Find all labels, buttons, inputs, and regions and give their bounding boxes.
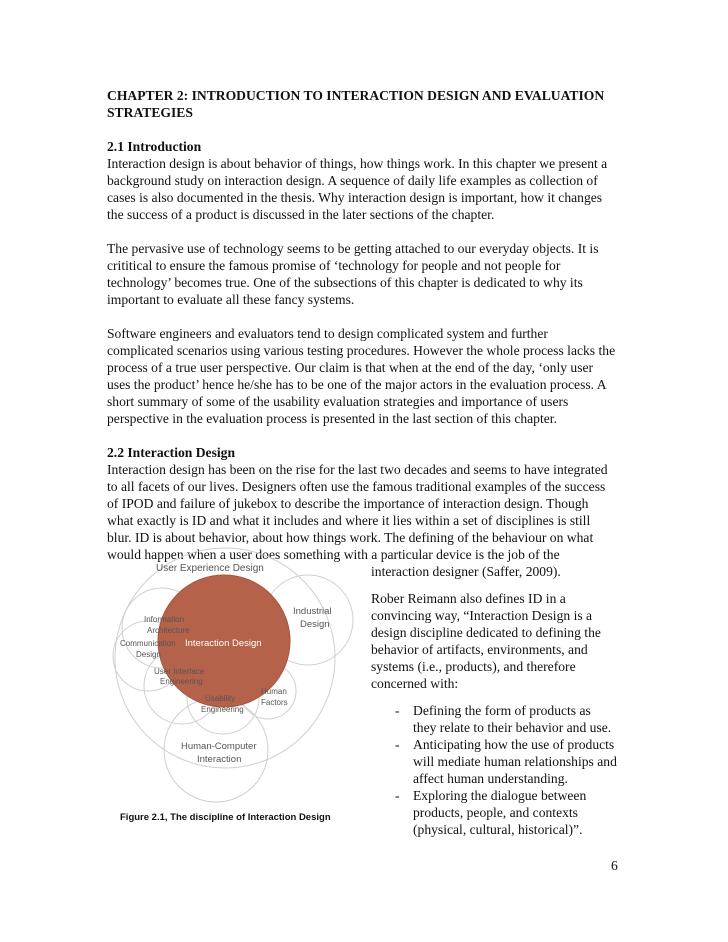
ui-engineering-label-1: User Interface: [154, 667, 205, 676]
paragraph-line: Interaction design is about behavior of things, how things work. In this chapter we present a: [107, 156, 608, 171]
paragraph-line: design discipline dedicated to defining the: [371, 625, 601, 640]
bullet-line: (physical, cultural, historical)”.: [413, 822, 583, 837]
section-2-2-title: 2.2 Interaction Design: [107, 445, 235, 460]
paragraph-line: The pervasive use of technology seems to be getting attached to our everyday objects. It is: [107, 241, 599, 256]
communication-label-1: Communication: [120, 639, 176, 648]
page-number: 6: [611, 858, 618, 873]
paragraph-line: Interaction design has been on the rise for the last two decades and seems to have integrated: [107, 462, 608, 477]
chapter-heading-line-1: CHAPTER 2: INTRODUCTION TO INTERACTION DESIGN AND EVALUATION: [107, 88, 605, 103]
section-2-1-title: 2.1 Introduction: [107, 139, 202, 154]
human-factors-label-1: Human: [261, 687, 287, 696]
paragraph-line: what exactly is ID and what it includes and where it lies within a set of disciplines is still: [107, 513, 591, 528]
paragraph-line: uses the product’ hence he/she has to be one of the major actors in the evaluation process. A: [107, 377, 607, 392]
bullet-line: they relate to their behavior and use.: [413, 720, 612, 735]
industrial-label-1: Industrial: [293, 606, 332, 617]
paragraph-line: convincing way, “Interaction Design is a: [371, 608, 593, 623]
bullet-marker: -: [395, 788, 400, 803]
bullet-line: Exploring the dialogue between: [413, 788, 587, 803]
interaction-design-diagram: [110, 538, 360, 808]
industrial-label-2: Design: [300, 619, 330, 630]
paragraph-line: systems (i.e., products), and therefore: [371, 659, 576, 674]
diagram-svg: [110, 538, 360, 808]
paragraph-line: crititical to ensure the famous promise of ‘technology for people and not people for: [107, 258, 561, 273]
paragraph-line: short summary of some of the usability evaluation strategies and importance of users: [107, 394, 569, 409]
paragraph-line: cases is also documented in the thesis. Why interaction design is important, how it changes: [107, 190, 603, 205]
figure-caption: Figure 2.1, The discipline of Interaction Design: [120, 812, 331, 823]
paragraph-line: behavior of artifacts, environments, and: [371, 642, 588, 657]
interaction-design-label: Interaction Design: [185, 638, 262, 649]
bullet-marker: -: [395, 703, 400, 718]
paragraph-line: Rober Reimann also defines ID in a: [371, 591, 566, 606]
paragraph-line: blur. ID is about behavior, about how things work. The defining of the behaviour on what: [107, 530, 594, 545]
paragraph-line: perspective in the evaluation process is presented in the last section of this chapter.: [107, 411, 557, 426]
paragraph-line: complicated scenarios using various testing procedures. However the whole process lacks the: [107, 343, 616, 358]
paragraph-line: Software engineers and evaluators tend to design complicated system and further: [107, 326, 548, 341]
paragraph-line: process of a true user perspective. Our claim is that when at the end of the day, ‘only user: [107, 360, 594, 375]
ui-engineering-label-2: Engineering: [160, 677, 203, 686]
paragraph-line: concerned with:: [371, 676, 459, 691]
bullet-line: Anticipating how the use of products: [413, 737, 615, 752]
paragraph-line: technology’ becomes true. One of the subsections of this chapter is dedicated to why its: [107, 275, 583, 290]
paragraph-line: to all facets of our lives. Designers often use the famous traditional examples of the success: [107, 479, 606, 494]
paragraph-line: background study on interaction design. A sequence of daily life examples as collection of: [107, 173, 598, 188]
bullet-line: products, people, and contexts: [413, 805, 578, 820]
info-arch-label-1: Information: [144, 615, 185, 624]
bullet-line: affect human understanding.: [413, 771, 568, 786]
paragraph-line: of IPOD and failure of jukebox to describe the importance of interaction design. Though: [107, 496, 589, 511]
paragraph-line: would happen when a user does something with a particular device is the job of the: [107, 547, 560, 562]
paragraph-line: interaction designer (Saffer, 2009).: [371, 564, 561, 579]
human-factors-label-2: Factors: [261, 698, 288, 707]
bullet-line: will mediate human relationships and: [413, 754, 617, 769]
hci-label-2: Interaction: [197, 754, 242, 765]
usability-label-1: Usability: [205, 694, 236, 703]
chapter-heading-line-2: STRATEGIES: [107, 105, 193, 120]
bullet-line: Defining the form of products as: [413, 703, 591, 718]
communication-label-2: Design: [136, 650, 161, 659]
usability-label-2: Engineering: [201, 705, 244, 714]
bullet-marker: -: [395, 737, 400, 752]
ux-label: User Experience Design: [156, 563, 264, 574]
paragraph-line: the success of a product is discussed in the later sections of the chapter.: [107, 207, 495, 222]
hci-label-1: Human-Computer: [181, 741, 257, 752]
info-arch-label-2: Architecture: [147, 626, 190, 635]
paragraph-line: important to evaluate all these fancy systems.: [107, 292, 355, 307]
